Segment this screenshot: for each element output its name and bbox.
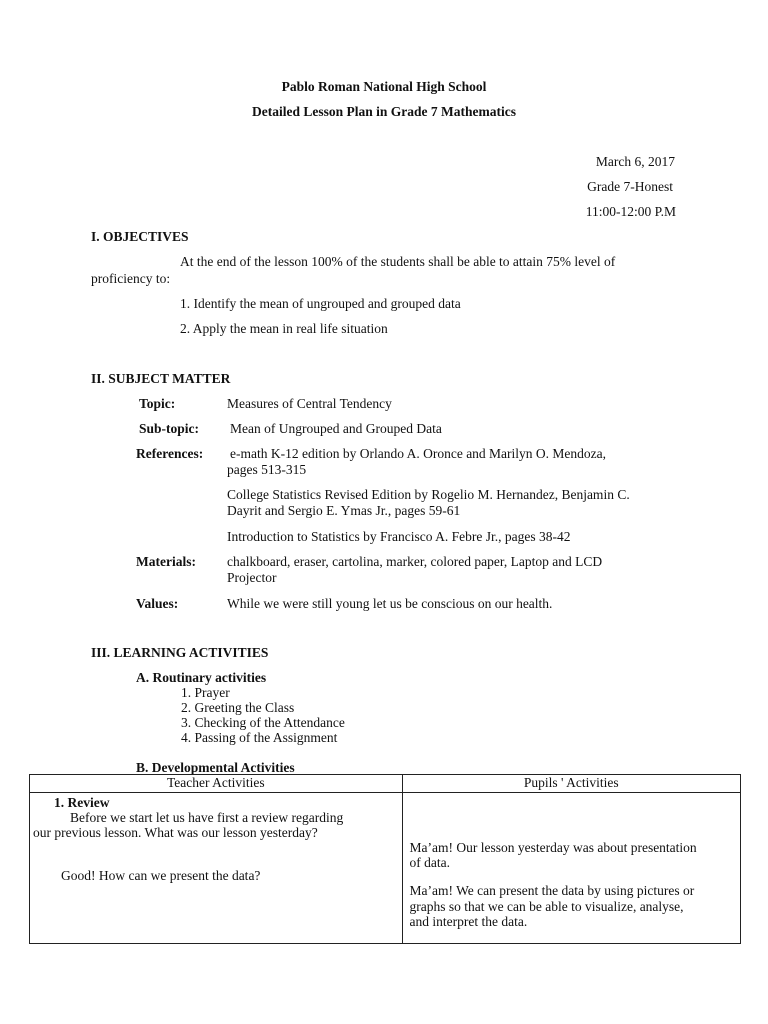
objective-item: 1. Identify the mean of ungrouped and grouped data [180,296,461,311]
pupil-answer-1-line1: Ma’am! Our lesson yesterday was about presentation [409,840,697,855]
routinary-item: 2. Greeting the Class [181,700,295,715]
subject-matter-heading: II. SUBJECT MATTER [91,371,231,386]
routinary-heading: A. Routinary activities [136,670,267,685]
objectives-intro-line1: At the end of the lesson 100% of the students shall be able to attain 75% level of [180,254,616,269]
references-label: References: [136,446,204,461]
routinary-item: 3. Checking of the Attendance [181,715,345,730]
materials-label: Materials: [136,554,196,569]
subtopic-label: Sub-topic: [139,421,200,436]
values-label: Values: [136,596,179,611]
reference-2-line2: Dayrit and Sergio E. Ymas Jr., pages 59-61 [227,503,461,518]
reference-1-line1: e-math K-12 edition by Orlando A. Oronce and Marilyn O. Mendoza, [230,446,607,461]
routinary-item: 1. Prayer [181,685,230,700]
objectives-intro-line2: proficiency to: [91,271,171,286]
table-row [30,793,741,944]
topic-value: Measures of Central Tendency [227,396,392,411]
teacher-activities-header: Teacher Activities [30,775,403,793]
pupil-answer-2-line1: Ma’am! We can present the data by using pictures or [409,883,695,898]
reference-2-line1: College Statistics Revised Edition by Rogelio M. Hernandez, Benjamin C. [227,487,630,502]
developmental-activities-table [29,774,741,944]
values-text: While we were still young let us be conscious on our health. [227,596,553,611]
pupil-answer-1-line2: of data. [409,855,450,870]
teacher-question-1-line2: our previous lesson. What was our lesson yesterday? [33,825,318,840]
reference-3: Introduction to Statistics by Francisco A. Febre Jr., pages 38-42 [227,529,571,544]
materials-line1: chalkboard, eraser, cartolina, marker, colored paper, Laptop and LCD [227,554,603,569]
topic-label: Topic: [139,396,176,411]
pupil-answer-2-line2: graphs so that we can be able to visualize, analyse, [409,899,684,914]
pupil-answer-2-line3: and interpret the data. [409,914,528,929]
reference-1-line2: pages 513-315 [227,462,307,477]
subtopic-value: Mean of Ungrouped and Grouped Data [230,421,442,436]
routinary-item: 4. Passing of the Assignment [181,730,338,745]
materials-line2: Projector [227,570,277,585]
teacher-activities-cell [30,793,403,944]
lesson-time: 11:00-12:00 P.M [585,204,676,219]
pupils-activities-cell [402,793,740,944]
learning-activities-heading: III. LEARNING ACTIVITIES [91,645,269,660]
school-name: Pablo Roman National High School [281,79,487,94]
review-heading: 1. Review [54,795,110,810]
lesson-plan-title: Detailed Lesson Plan in Grade 7 Mathematics [252,104,516,119]
objective-item: 2. Apply the mean in real life situation [180,321,388,336]
lesson-date: March 6, 2017 [595,154,675,169]
developmental-heading: B. Developmental Activities [136,760,295,775]
objectives-heading: I. OBJECTIVES [91,229,189,244]
table-header-row [30,775,741,793]
lesson-section: Grade 7-Honest [587,179,673,194]
teacher-question-2: Good! How can we present the data? [61,868,261,883]
teacher-question-1-line1: Before we start let us have first a review regarding [70,810,344,825]
pupils-activities-header: Pupils ' Activities [402,775,740,793]
